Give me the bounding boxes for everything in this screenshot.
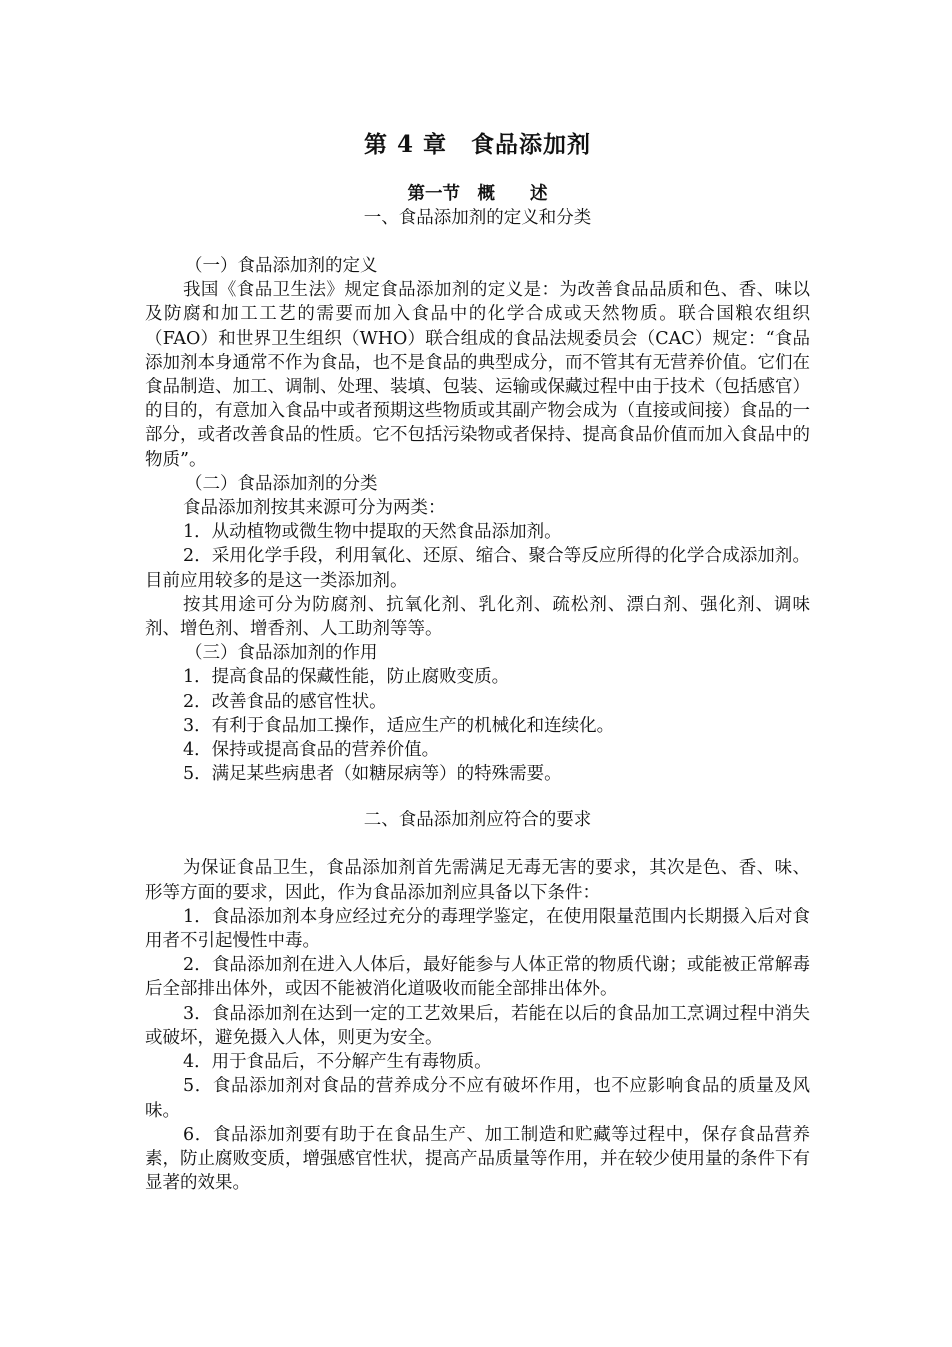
list-item: 5．食品添加剂对食品的营养成分不应有破坏作用，也不应影响食品的质量及风味。: [145, 1076, 810, 1121]
paragraph: 食品添加剂按其来源可分为两类：: [183, 498, 446, 519]
subsection-title: （三）食品添加剂的作用: [185, 643, 378, 664]
list-item: 3．食品添加剂在达到一定的工艺效果后，若能在以后的食品加工烹调过程中消失或破坏，避免摄入人体，则更为安全。: [145, 1003, 810, 1048]
paragraph: 为保证食品卫生，食品添加剂首先需满足无毒无害的要求，其次是色、香、味、形等方面的要求，因此，作为食品添加剂应具备以下条件：: [145, 858, 810, 903]
list-item: 4．用于食品后，不分解产生有毒物质。: [183, 1052, 492, 1073]
chapter-title: 第 4 章 食品添加剂: [363, 131, 592, 158]
part-title: 二、食品添加剂应符合的要求: [363, 810, 592, 831]
list-item: 6．食品添加剂要有助于在食品生产、加工制造和贮藏等过程中，保存食品营养素，防止腐败变质，增强感官性状，提高产品质量等作用，并在较少使用量的条件下有显著的效果。: [145, 1124, 810, 1194]
list-item: 4．保持或提高食品的营养价值。: [183, 740, 440, 761]
list-item: 1．提高食品的保藏性能，防止腐败变质。: [183, 667, 510, 688]
list-item: 5．满足某些病患者（如糖尿病等）的特殊需要。: [183, 764, 562, 785]
paragraph: 按其用途可分为防腐剂、抗氧化剂、乳化剂、疏松剂、漂白剂、强化剂、调味剂、增色剂、增香剂、人工助剂等等。: [145, 594, 810, 640]
list-item: 2．改善食品的感官性状。: [183, 691, 387, 712]
document-page: [145, 130, 810, 1195]
list-item: 2．食品添加剂在进入人体后，最好能参与人体正常的物质代谢；或能被正常解毒后全部排出体外，或因不能被消化道吸收而能全部排出体外。: [145, 955, 810, 1000]
paragraph: 我国《食品卫生法》规定食品添加剂的定义是：为改善食品品质和色、香、味以及防腐和加工工艺的需要而加入食品中的化学合成或天然物质。联合国粮农组织（FAO）和世界卫生组织（WHO）联合组成的食品法规委员会（CAC）规定：“食品添加剂本身通常不作为食品，也不是食品的典型成分，而不管其有无营养价值。它们在食品制造、加工、调制、处理、装填、包装、运输或保藏过程中由于技术（包括感官）的目的，有意加入食品中或者预期这些物质或其副产物会成为（直接或间接）食品的一部分，或者改善食品的性质。它不包括污染物或者保持、提高食品价值而加入食品中的物质”。: [145, 280, 810, 470]
section-title: 第一节 概 述: [407, 184, 548, 204]
subsection-title: （二）食品添加剂的分类: [185, 473, 378, 494]
list-item: 2．采用化学手段，利用氧化、还原、缩合、聚合等反应所得的化学合成添加剂。目前应用较多的是这一类添加剂。: [145, 546, 810, 591]
list-item: 1．食品添加剂本身应经过充分的毒理学鉴定，在使用限量范围内长期摄入后对食用者不引起慢性中毒。: [145, 906, 810, 952]
part-title: 一、食品添加剂的定义和分类: [363, 208, 592, 228]
subsection-title: （一）食品添加剂的定义: [185, 256, 378, 276]
list-item: 3．有利于食品加工操作，适应生产的机械化和连续化。: [183, 715, 615, 736]
list-item: 1．从动植物或微生物中提取的天然食品添加剂。: [183, 522, 562, 543]
